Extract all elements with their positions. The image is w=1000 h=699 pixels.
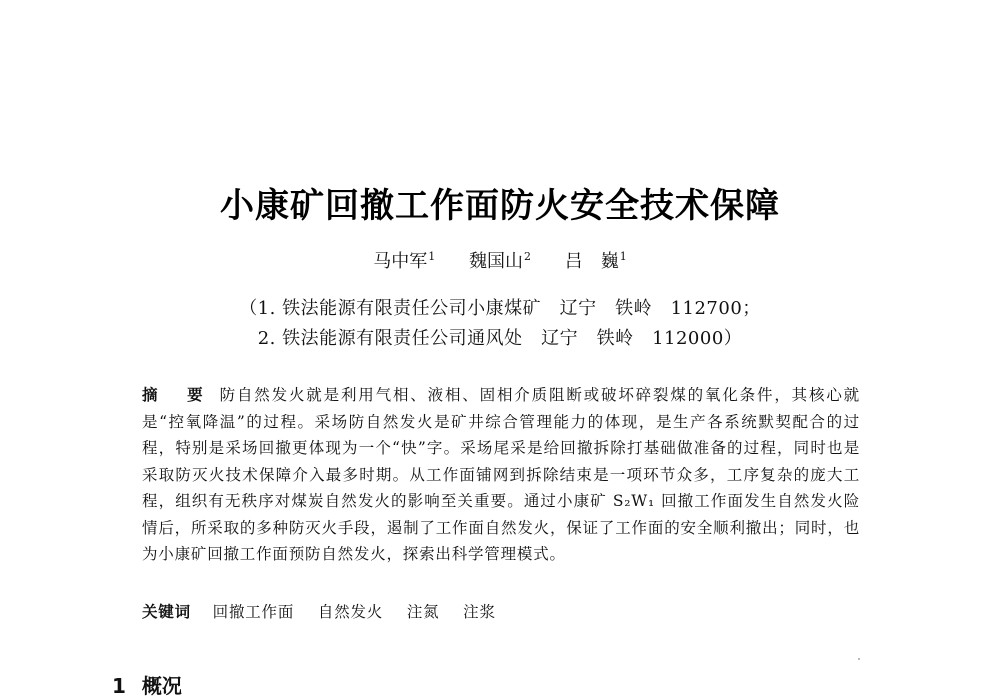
section-heading xyxy=(112,670,182,699)
affiliation-line: 2. 铁法能源有限责任公司通风处 辽宁 铁岭 112000） xyxy=(257,328,743,349)
author-name: 吕 巍 xyxy=(564,251,619,272)
section-title: 概况 xyxy=(141,674,182,698)
keyword: 回撤工作面 xyxy=(212,603,295,621)
keyword: 注浆 xyxy=(463,603,496,621)
affiliation-marker: 1 xyxy=(428,250,436,263)
author-name: 马中军 xyxy=(373,251,428,272)
author xyxy=(373,247,435,273)
keywords-label: 关键词 xyxy=(142,603,191,621)
affiliation-marker: 2 xyxy=(524,250,531,263)
scan-speck xyxy=(858,658,860,660)
keyword: 自然发火 xyxy=(317,603,384,621)
author-name: 魏国山 xyxy=(469,251,523,272)
abstract xyxy=(142,382,860,568)
affiliation-marker: 1 xyxy=(619,250,627,263)
affiliation-line: （1. 铁法能源有限责任公司小康煤矿 辽宁 铁岭 112700； xyxy=(239,298,761,319)
abstract-label: 摘 要 xyxy=(142,386,210,404)
keyword: 注氮 xyxy=(406,603,440,621)
author xyxy=(565,247,627,273)
keywords xyxy=(142,600,860,622)
section-number: 1 xyxy=(112,674,126,698)
paper-title: 小康矿回撤工作面防火安全技术保障 xyxy=(220,186,780,226)
author-list xyxy=(0,247,1000,273)
abstract-text: 防自然发火就是利用气相、液相、固相介质阻断或破坏碎裂煤的氧化条件，其核心就是“控氧降温”的过程。采场防自然发火是矿井综合管理能力的体现，是生产各系统默契配合的过程，特别是采场回撤更体现为一个“快”字。采场尾采是给回撤拆除打基础做准备的过程，同时也是采取防灭火技术保障介入最多时期。从工作面铺网到拆除结束是一项环节众多，工序复杂的庞大工程，组织有无秩序对煤炭自然发火的影响至关重要。通过小康矿 S₂W₁ 回撤工作面发生自然发火险情后，所采取的多种防灭火手段，遏制了工作面自然发火，保证了工作面的安全顺利撤出；同时，也为小康矿回撤工作面预防自然发火，探索出科学管理模式。 xyxy=(142,386,860,563)
author xyxy=(469,247,531,273)
